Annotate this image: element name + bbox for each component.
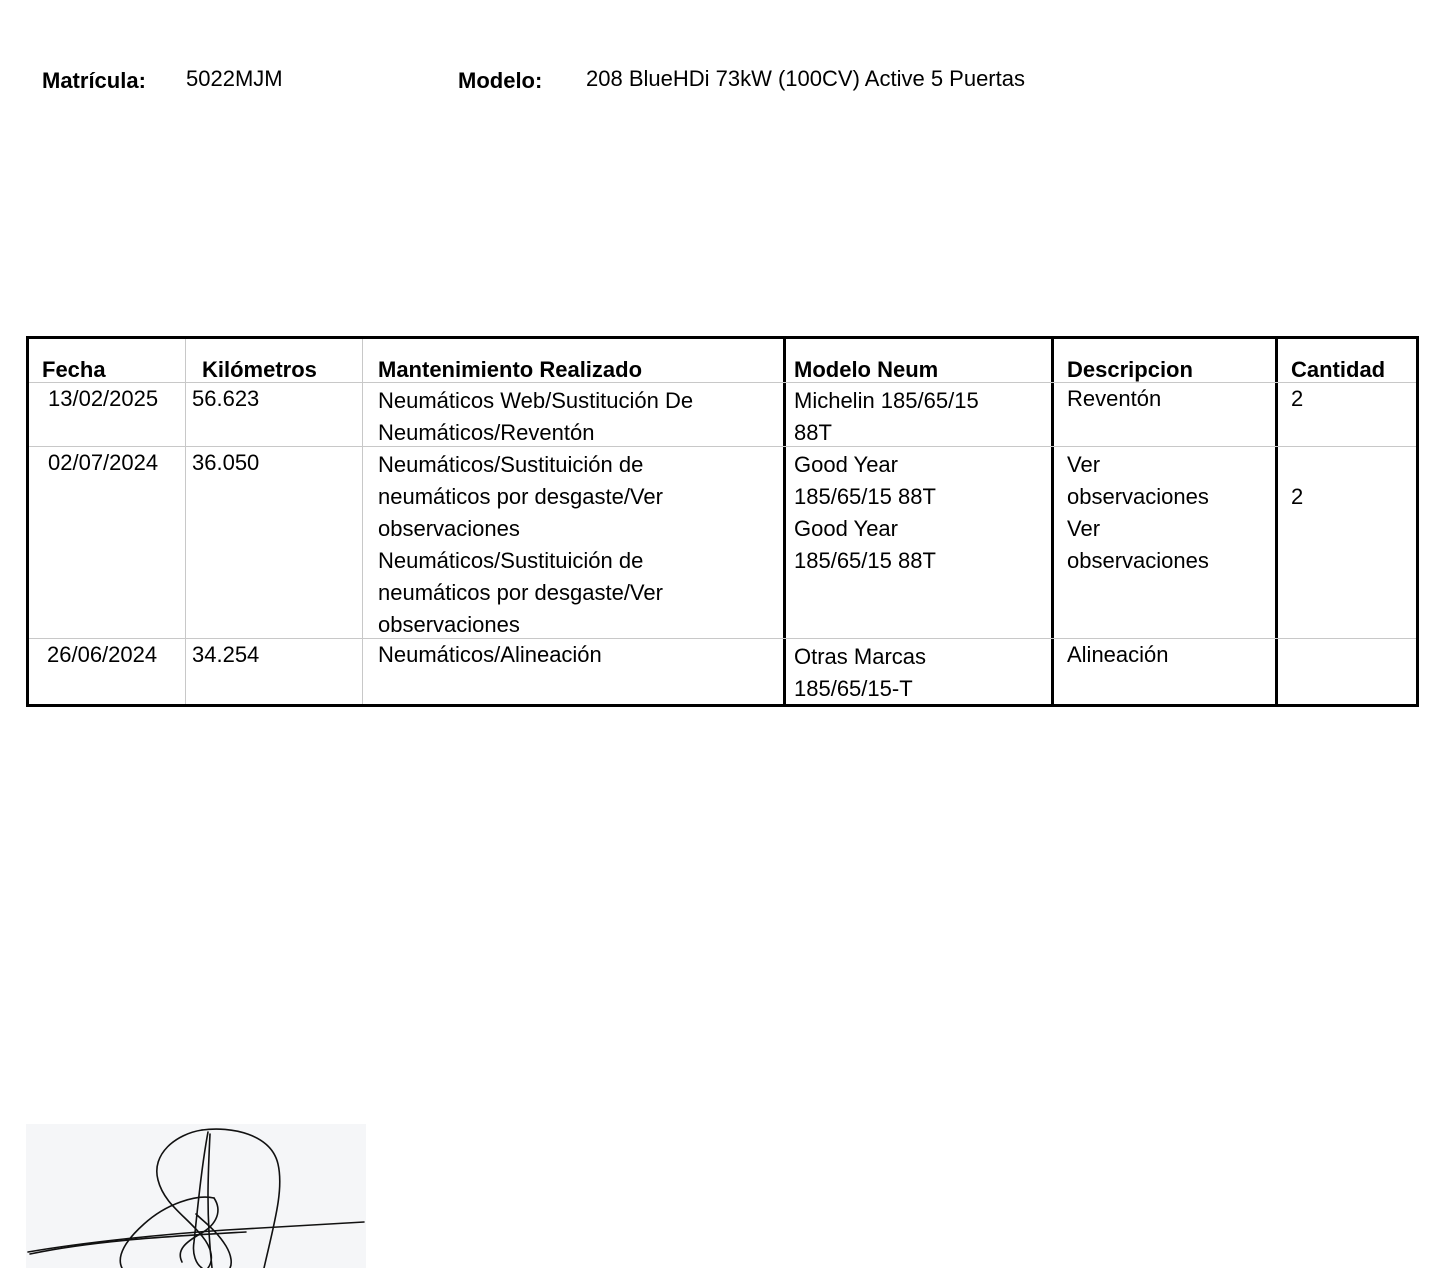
header-fecha: Fecha	[42, 357, 106, 382]
cell-line: Neumáticos/Sustituición de	[378, 548, 644, 573]
handwritten-signature	[26, 1124, 366, 1268]
column-divider	[783, 339, 786, 704]
cell-mantenimiento	[378, 639, 602, 671]
header-mantenimiento: Mantenimiento Realizado	[378, 357, 643, 382]
column-divider	[185, 339, 186, 704]
column-divider	[1275, 339, 1278, 704]
cell-line: 185/65/15-T	[794, 676, 913, 701]
cell-modelo-neum	[794, 449, 936, 577]
column-divider	[1051, 339, 1054, 704]
cell-line: 185/65/15 88T	[794, 548, 936, 573]
cell-line: Ver	[1067, 516, 1101, 541]
maintenance-table	[26, 336, 1419, 707]
plate-label: Matrícula:	[42, 68, 146, 93]
cell-fecha: 13/02/2025	[48, 386, 159, 411]
model-label: Modelo:	[458, 68, 543, 93]
cell-mantenimiento	[378, 385, 693, 449]
cell-descripcion	[1067, 639, 1169, 671]
cell-line: observaciones	[1067, 548, 1209, 573]
cell-line: Reventón	[1067, 386, 1162, 411]
cell-line: Good Year	[794, 452, 898, 477]
cell-line: Alineación	[1067, 642, 1169, 667]
cell-line: Otras Marcas	[794, 644, 927, 669]
header-cantidad: Cantidad	[1291, 357, 1386, 382]
cell-line: Neumáticos/Sustituición de	[378, 452, 644, 477]
cell-modelo-neum	[794, 385, 979, 449]
cell-line: Ver	[1067, 452, 1101, 477]
cell-line: observaciones	[1067, 484, 1209, 509]
cell-km: 36.050	[192, 450, 260, 475]
cell-fecha: 26/06/2024	[47, 642, 158, 667]
cell-km: 56.623	[192, 386, 260, 411]
cell-line: Neumáticos/Reventón	[378, 420, 595, 445]
cell-km: 34.254	[192, 642, 260, 667]
cell-cantidad: 2	[1291, 484, 1304, 509]
column-divider	[362, 339, 363, 704]
model-value: 208 BlueHDi 73kW (100CV) Active 5 Puertas	[586, 66, 1025, 91]
signature-drawing	[26, 1124, 366, 1268]
vehicle-header	[0, 64, 1440, 104]
cell-cantidad: 2	[1291, 386, 1304, 411]
cell-line: Neumáticos Web/Sustitución De	[378, 388, 694, 413]
cell-mantenimiento	[378, 449, 663, 641]
header-descripcion: Descripcion	[1067, 357, 1193, 382]
plate-value: 5022MJM	[186, 66, 283, 91]
header-modelo-neum: Modelo Neum	[794, 357, 939, 382]
cell-descripcion	[1067, 383, 1161, 415]
cell-line: observaciones	[378, 516, 520, 541]
cell-line: observaciones	[378, 612, 520, 637]
cell-modelo-neum	[794, 641, 926, 705]
cell-line: Neumáticos/Alineación	[378, 642, 602, 667]
cell-line: neumáticos por desgaste/Ver	[378, 580, 663, 605]
cell-line: 185/65/15 88T	[794, 484, 936, 509]
cell-fecha: 02/07/2024	[48, 450, 159, 475]
cell-line: Good Year	[794, 516, 898, 541]
cell-line: neumáticos por desgaste/Ver	[378, 484, 663, 509]
cell-line: 88T	[794, 420, 832, 445]
header-kilometros: Kilómetros	[202, 357, 317, 382]
cell-descripcion	[1067, 449, 1209, 577]
cell-line: Michelin 185/65/15	[794, 388, 979, 413]
